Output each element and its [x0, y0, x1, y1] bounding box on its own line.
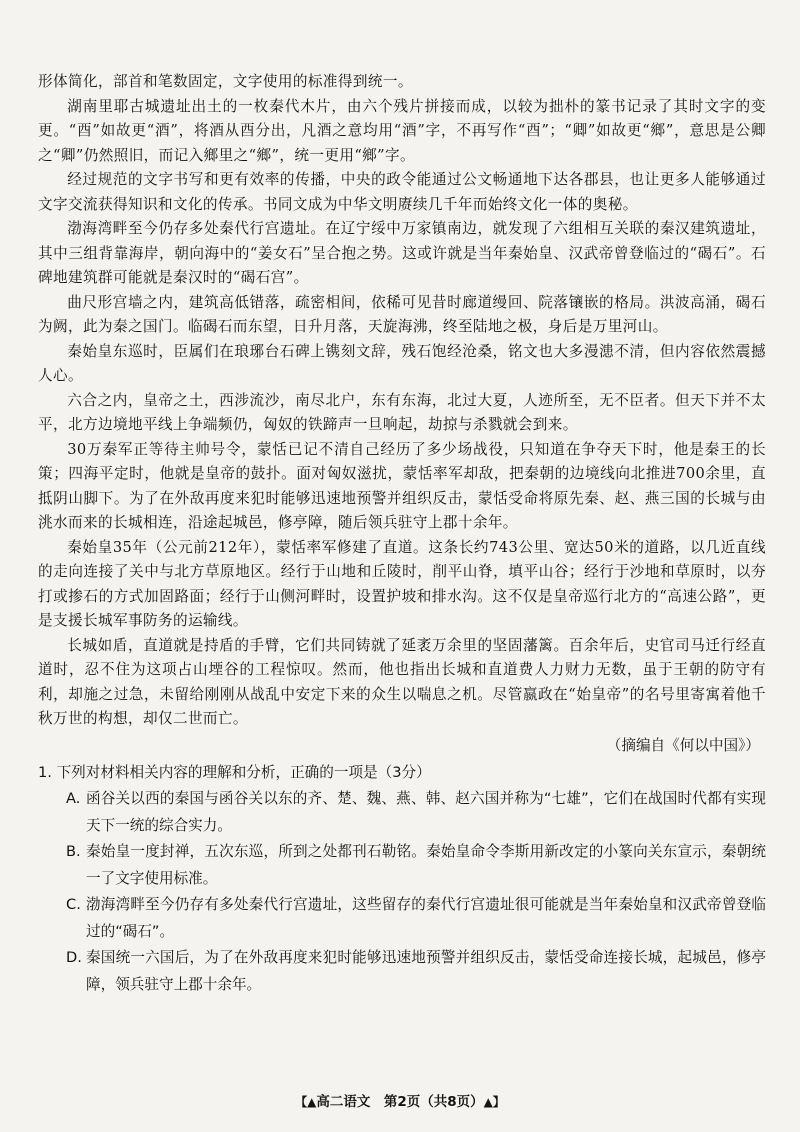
option-letter: D.: [66, 949, 82, 966]
option-text: 渤海湾畔至今仍存有多处秦代行宫遗址，这些留存的秦代行宫遗址很可能就是当年秦始皇和汉武帝曾登临过的“碣石”。: [86, 896, 766, 940]
passage-paragraph: 形体简化，部首和笔数固定，文字使用的标准得到统一。: [38, 73, 413, 90]
passage-paragraph: 曲尺形宫墙之内，建筑高低错落，疏密相间，依稀可见昔时廊道缦回、院落镶嵌的格局。洪波高涌，碣石为阙，此为秦之国门。临碣石而东望，日升月落，天旋海沸，终至陆地之极，身后是万里河山。: [38, 293, 766, 335]
passage-paragraph: 渤海湾畔至今仍存多处秦代行宫遗址。在辽宁绥中万家镇南边，就发现了六组相互关联的秦汉建筑遗址，其中三组背靠海岸，朝向海中的“姜女石”呈合抱之势。这或许就是当年秦始皇、汉武帝曾登临过的“碣石”。石碑地建筑群可能就是秦汉时的“碣石宫”。: [38, 220, 766, 286]
triangle-mark-right: ▲】: [483, 1095, 505, 1109]
option-letter: B.: [66, 843, 81, 860]
passage-paragraph: 秦始皇35年（公元前212年），蒙恬率军修建了直道。这条长约743公里、宽达50米的道路，以几近直线的走向连接了关中与北方草原地区。经行于山地和丘陵时，削平山脊，填平山谷；经行于沙地和草原时，以夯打或掺石的方式加固路面；经行于山侧河畔时，设置护坡和排水沟。这不仅是皇帝巡行北方的“高速公路”，更是支援长城军事防务的运输线。: [38, 538, 766, 629]
passage-paragraph: 湖南里耶古城遗址出土的一枚秦代木片，由六个残片拼接而成，以较为拙朴的篆书记录了其时文字的变更。“酉”如故更“酒”，将酒从酉分出，凡酒之意均用“酒”字，不再写作“酉”；“卿”如故更“鄉”，意思是公卿之“卿”仍然照旧，而记入鄉里之“鄉”，统一更用“鄉”字。: [38, 97, 766, 164]
page-footer: [0, 1090, 800, 1110]
passage-paragraph: 秦始皇东巡时，臣属们在琅琊台石碑上镌刻文辞，残石饱经沧桑，铭文也大多漫漶不清，但内容依然震撼人心。: [38, 342, 766, 384]
passage-paragraph: 经过规范的文字书写和更有效率的传播，中央的政令能通过公文畅通地下达各郡县，也让更多人能够通过文字交流获得知识和文化的传承。书同文成为中华文明赓续几千年而始终文化一体的奥秘。: [38, 171, 766, 213]
option-text: 秦始皇一度封禅，五次东巡，所到之处都刊石勒铭。秦始皇命令李斯用新改定的小篆向关东宣示，秦朝统一了文字使用标准。: [86, 843, 766, 887]
footer-text: 高二语文 第2页（共8页）: [316, 1094, 484, 1110]
reading-passage: [38, 70, 766, 758]
passage-paragraph: 长城如盾，直道就是持盾的手臂，它们共同铸就了延袤万余里的坚固藩篱。百余年后，史官司马迁行经直道时，忍不住为这项占山堙谷的工程惊叹。然而，他也指出长城和直道费人力财力无数，虽于王朝的防守有利，却施之过急，未留给刚刚从战乱中安定下来的众生以喘息之机。尽管嬴政在“始皇帝”的名号里寄寓着他千秋万世的构想，却仅二世而亡。: [38, 636, 766, 727]
triangle-mark-left: 【▲: [295, 1095, 317, 1109]
option-text: 秦国统一六国后，为了在外敌再度来犯时能够迅速地预警并组织反击，蒙恬受命连接长城，起城邑，修亭障，领兵驻守上郡十余年。: [86, 949, 766, 993]
question-1: [38, 760, 766, 998]
question-stem: 1. 下列对材料相关内容的理解和分析，正确的一项是（3分）: [38, 764, 431, 781]
option-letter: C.: [66, 896, 81, 913]
passage-paragraph: 六合之内，皇帝之土，西涉流沙，南尽北户，东有东海，北过大夏，人迹所至，无不臣者。但天下并不太平，北方边境地平线上争端频仍，匈奴的铁蹄声一旦响起，劫掠与杀戮就会到来。: [38, 391, 766, 433]
option-b: [66, 839, 766, 892]
option-a: [66, 786, 766, 839]
option-letter: A.: [66, 790, 81, 807]
passage-paragraph: 30万秦军正等待主帅号令，蒙恬已记不清自己经历了多少场战役，只知道在争夺天下时，他是秦王的长策；四海平定时，他就是皇帝的鼓扑。面对匈奴滋扰，蒙恬率军却敌，把秦朝的边境线向北推进700余里，直抵阴山脚下。为了在外敌再度来犯时能够迅速地预警并组织反击，蒙恬受命将原先秦、赵、燕三国的长城与由洮水而来的长城相连，沿途起城邑，修亭障，随后领兵驻守上郡十余年。: [38, 440, 766, 531]
option-text: 函谷关以西的秦国与函谷关以东的齐、楚、魏、燕、韩、赵六国并称为“七雄”，它们在战国时代都有实现天下一统的综合实力。: [86, 790, 766, 834]
option-d: [66, 945, 766, 998]
option-c: [66, 892, 766, 945]
source-citation: （摘编自《何以中国》）: [606, 736, 760, 754]
